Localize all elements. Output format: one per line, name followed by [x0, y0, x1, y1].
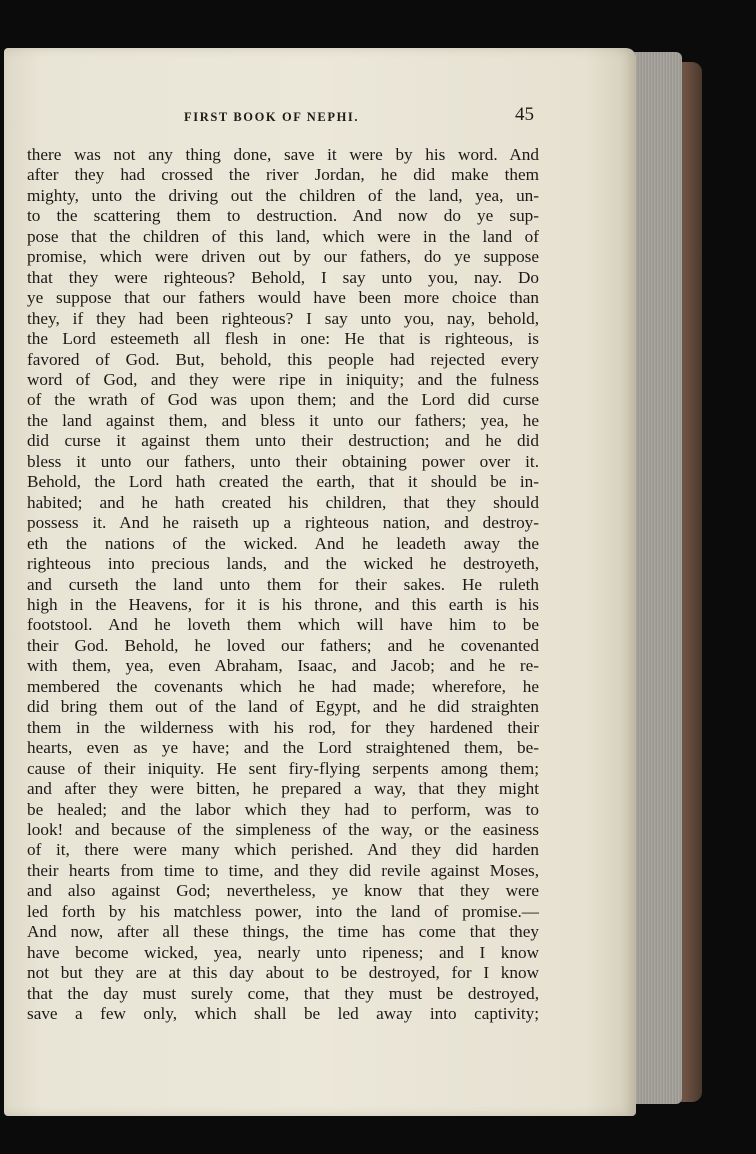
text-line: the land against them, and bless it unto our fathers; yea, he: [27, 410, 539, 430]
text-line: eth the nations of the wicked. And he leadeth away the: [27, 533, 539, 553]
text-line: and after they were bitten, he prepared a way, that they might: [27, 779, 539, 799]
page-edges: [630, 52, 682, 1104]
text-line: led forth by his matchless power, into the land of promise.—: [27, 901, 539, 921]
text-line: Behold, the Lord hath created the earth, that it should be in-: [27, 472, 539, 492]
text-line: high in the Heavens, for it is his throne, and this earth is his: [27, 594, 539, 614]
text-line: them in the wilderness with his rod, for they hardened their: [27, 717, 539, 737]
text-line: their God. Behold, he loved our fathers; and he covenanted: [27, 635, 539, 655]
page-header: [40, 104, 540, 132]
text-line: be healed; and the labor which they had to perform, was to: [27, 799, 539, 819]
text-line: of it, there were many which perished. And they did harden: [27, 840, 539, 860]
text-line: cause of their iniquity. He sent firy-flying serpents among them;: [27, 758, 539, 778]
text-line: and curseth the land unto them for their sakes. He ruleth: [27, 574, 539, 594]
text-line: save a few only, which shall be led away into captivity;: [27, 1004, 539, 1024]
text-line: they, if they had been righteous? I say unto you, nay, behold,: [27, 308, 539, 328]
text-line: and also against God; nevertheless, ye know that they were: [27, 881, 539, 901]
text-line: footstool. And he loveth them which will have him to be: [27, 615, 539, 635]
page-number: 45: [515, 104, 534, 125]
text-line: bless it unto our fathers, unto their obtaining power over it.: [27, 451, 539, 471]
text-line: hearts, even as ye have; and the Lord straightened them, be-: [27, 738, 539, 758]
body-text: [27, 145, 539, 1024]
running-title: FIRST BOOK OF NEPHI.: [184, 110, 360, 124]
text-line: there was not any thing done, save it were by his word. And: [27, 145, 539, 164]
text-line: mighty, unto the driving out the children of the land, yea, un-: [27, 185, 539, 205]
text-line: did bring them out of the land of Egypt, and he did straighten: [27, 697, 539, 717]
text-line: that the day must surely come, that they must be destroyed,: [27, 983, 539, 1003]
text-line: after they had crossed the river Jordan, he did make them: [27, 165, 539, 185]
text-line: have become wicked, yea, nearly unto ripeness; and I know: [27, 942, 539, 962]
text-line: habited; and he hath created his children, that they should: [27, 492, 539, 512]
text-line: did curse it against them unto their destruction; and he did: [27, 431, 539, 451]
text-line: And now, after all these things, the time has come that they: [27, 922, 539, 942]
text-line: possess it. And he raiseth up a righteous nation, and destroy-: [27, 513, 539, 533]
text-line: ye suppose that our fathers would have been more choice than: [27, 288, 539, 308]
text-line: the Lord esteemeth all flesh in one: He that is righteous, is: [27, 329, 539, 349]
text-line: word of God, and they were ripe in iniquity; and the fulness: [27, 369, 539, 389]
text-line: look! and because of the simpleness of the way, or the easiness: [27, 819, 539, 839]
text-line: pose that the children of this land, which were in the land of: [27, 226, 539, 246]
text-line: with them, yea, even Abraham, Isaac, and Jacob; and he re-: [27, 656, 539, 676]
text-line: righteous into precious lands, and the wicked he destroyeth,: [27, 554, 539, 574]
text-line: membered the covenants which he had made; wherefore, he: [27, 676, 539, 696]
text-line: that they were righteous? Behold, I say unto you, nay. Do: [27, 267, 539, 287]
text-line: not but they are at this day about to be destroyed, for I know: [27, 963, 539, 983]
text-line: to the scattering them to destruction. And now do ye sup-: [27, 206, 539, 226]
text-line: favored of God. But, behold, this people had rejected every: [27, 349, 539, 369]
text-line: of the wrath of God was upon them; and the Lord did curse: [27, 390, 539, 410]
text-line: their hearts from time to time, and they did revile against Moses,: [27, 860, 539, 880]
text-line: promise, which were driven out by our fathers, do ye suppose: [27, 247, 539, 267]
